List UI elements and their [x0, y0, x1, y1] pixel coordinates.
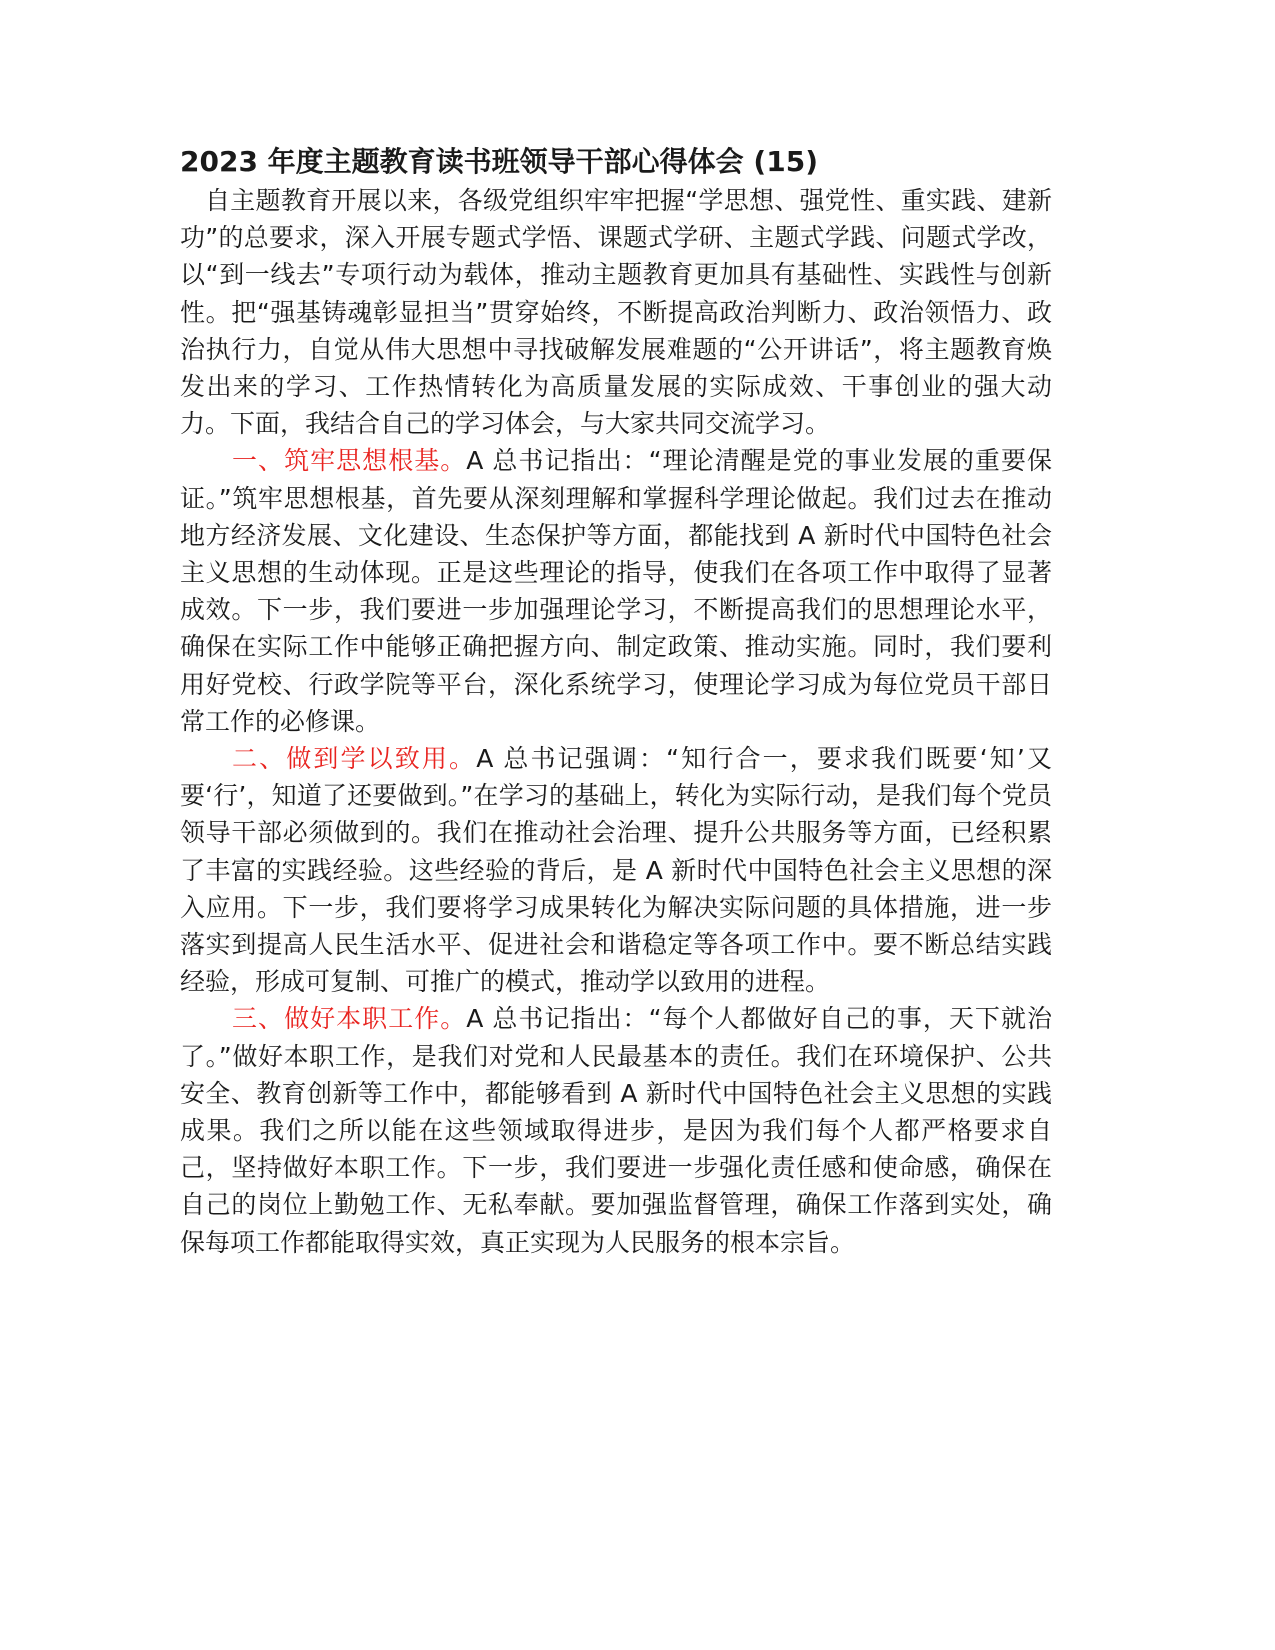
intro-paragraph: 自主题教育开展以来，各级党组织牢牢把握“学思想、强党性、重实践、建新功”的总要求，深入开展专题式学悟、课题式学研、主题式学践、问题式学改，以“到一线去”专项行动为载体，推动主题教育更加具有基础性、实践性与创新性。把“强基铸魂彰显担当”贯穿始终，不断提高政治判断力、政治领悟力、政治执行力，自觉从伟大思想中寻找破解发展难题的“公开讲话”，将主题教育焕发出来的学习、工作热情转化为高质量发展的实际成效、干事创业的强大动力。下面，我结合自己的学习体会，与大家共同交流学习。: [180, 186, 1052, 439]
section-3-paragraph: [180, 1000, 1052, 1260]
section-2-heading: 二、做到学以致用。: [232, 744, 477, 774]
document-title: 2023 年度主题教育读书班领导干部心得体会 (15): [180, 145, 818, 178]
section-2-paragraph: [180, 740, 1052, 1000]
section-3-body: A 总书记指出：“每个人都做好自己的事，天下就治了。”做好本职工作，是我们对党和人民最基本的责任。我们在环境保护、公共安全、教育创新等工作中，都能够看到 A 新时代中国特色社会主义思想的实践成果。我们之所以能在这些领域取得进步，是因为我们每个人都严格要求自己，坚持做好本职工作。下一步，我们要进一步强化责任感和使命感，确保在自己的岗位上勤勉工作、无私奉献。要加强监督管理，确保工作落到实处，确保每项工作都能取得实效，真正实现为人民服务的根本宗旨。: [180, 1004, 1052, 1257]
document-page: [180, 142, 1052, 1261]
section-3-heading: 三、做好本职工作。: [232, 1004, 467, 1034]
section-1-body: A 总书记指出：“理论清醒是党的事业发展的重要保证。”筑牢思想根基，首先要从深刻理解和掌握科学理论做起。我们过去在推动地方经济发展、文化建设、生态保护等方面，都能找到 A 新时代中国特色社会主义思想的生动体现。正是这些理论的指导，使我们在各项工作中取得了显著成效。下一步，我们要进一步加强理论学习，不断提高我们的思想理论水平，确保在实际工作中能够正确把握方向、制定政策、推动实施。同时，我们要利用好党校、行政学院等平台，深化系统学习，使理论学习成为每位党员干部日常工作的必修课。: [180, 446, 1052, 736]
section-1-heading: 一、筑牢思想根基。: [232, 446, 467, 476]
section-2-body: A 总书记强调：“知行合一，要求我们既要‘知’又要‘行’，知道了还要做到。”在学习的基础上，转化为实际行动，是我们每个党员领导干部必须做到的。我们在推动社会治理、提升公共服务等方面，已经积累了丰富的实践经验。这些经验的背后，是 A 新时代中国特色社会主义思想的深入应用。下一步，我们要将学习成果转化为解决实际问题的具体措施，进一步落实到提高人民生活水平、促进社会和谐稳定等各项工作中。要不断总结实践经验，形成可复制、可推广的模式，推动学以致用的进程。: [180, 744, 1052, 997]
section-1-paragraph: [180, 442, 1052, 740]
